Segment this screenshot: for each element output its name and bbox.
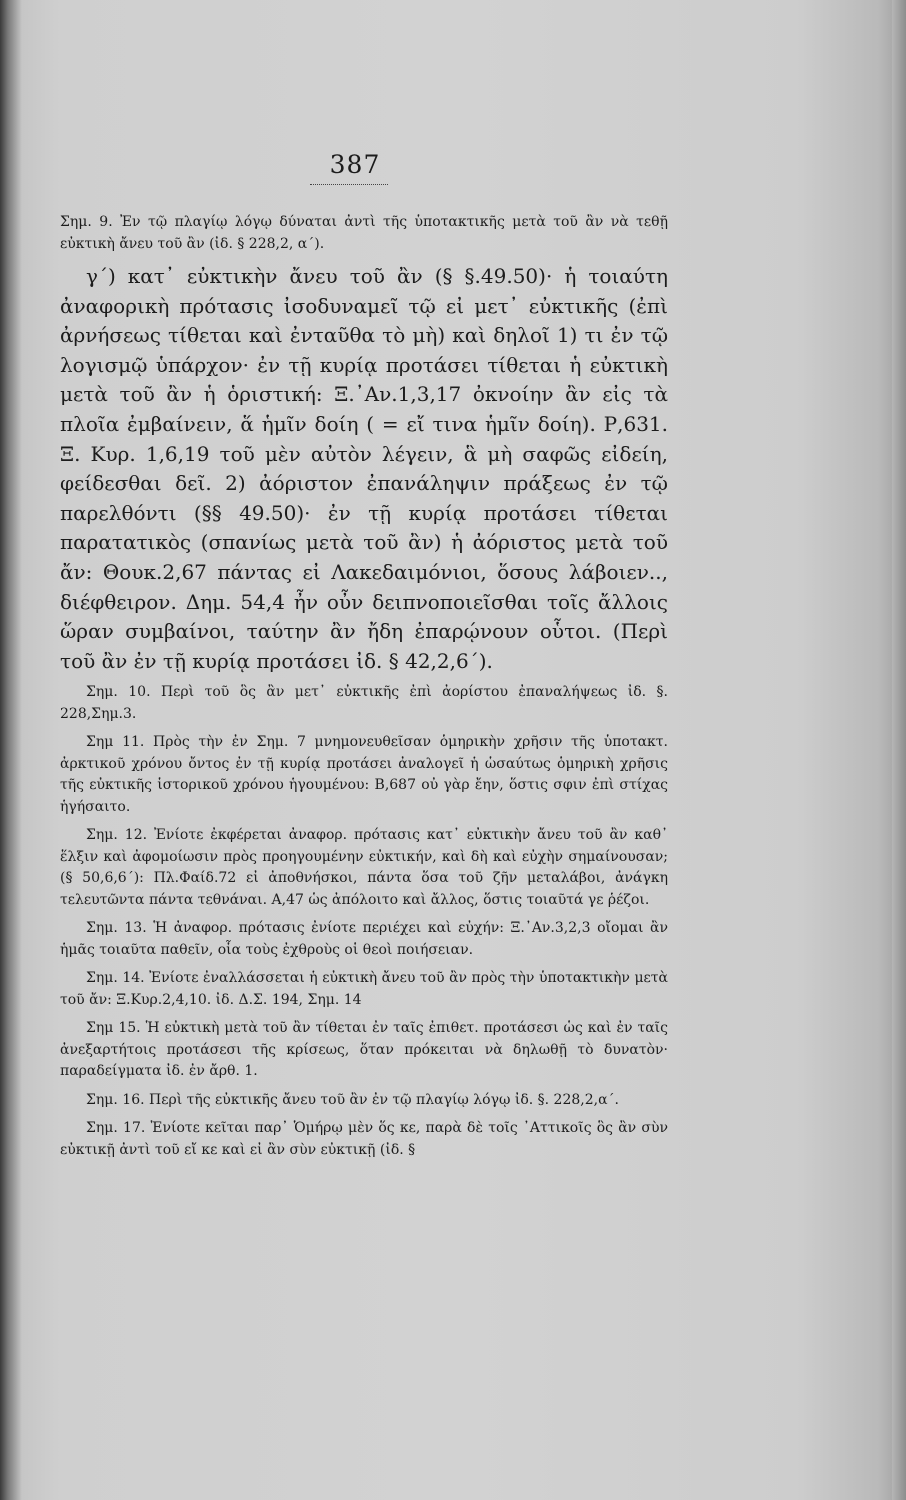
note-10: Σημ. 10. Περὶ τοῦ ὃς ἂν μετ᾽ εὐκτικῆς ἐπὶ ἀορίστου ἐπαναλήψεως ἰδ. §. 228,Σημ.3. bbox=[60, 684, 668, 722]
page-number: 387 bbox=[329, 150, 381, 179]
note-17: Σημ. 17. Ἐνίοτε κεῖται παρ᾽ Ὁμήρῳ μὲν ὅς κε, παρὰ δὲ τοῖς ᾽Αττικοῖς ὃς ἂν σὺν εὐκτικῇ ἀντὶ τοῦ εἴ κε καὶ εἰ ἂν σὺν εὐκτικῇ (ἰδ. § bbox=[60, 1120, 668, 1158]
page-number-rule bbox=[310, 184, 388, 185]
page-edge-shadow bbox=[892, 0, 906, 1500]
main-paragraph-gamma: γ΄) κατ᾽ εὐκτικὴν ἄνευ τοῦ ἂν (§ §.49.50)· ἡ τοιαύτη ἀναφορικὴ πρότασις ἰσοδυναμεῖ τῷ εἰ μετ᾽ εὐκτικῆς (ἐπὶ ἀρνήσεως τίθεται καὶ ἐνταῦθα τὸ μὴ) καὶ δηλοῖ 1) τι ἐν τῷ λογισμῷ ὑπάρχον· ἐν τῇ κυρίᾳ προτάσει τίθεται ἡ εὐκτικὴ μετὰ τοῦ ἂν ἡ ὁριστική: Ξ.᾽Αν.1,3,17 ὀκνοίην ἂν εἰς τὰ πλοῖα ἐμβαίνειν, ἅ ἡμῖν δοίη ( = εἴ τινα ἡμῖν δοίη). Ρ,631. Ξ. Κυρ. 1,6,19 τοῦ μὲν αὐτὸν λέγειν, ἃ μὴ σαφῶς εἰδείη, φείδεσθαι δεῖ. 2) ἀόριστον ἐπανάληψιν πράξεως ἐν τῷ παρελθόντι (§§ 49.50)· ἐν τῇ κυρίᾳ προτάσει τίθεται παρατατικὸς (σπανίως μετὰ τοῦ ἂν) ἡ ἀόριστος μετὰ τοῦ ἄν: Θουκ.2,67 πάντας εἰ Λακεδαιμόνιοι, ὅσους λάβοιεν.., διέφθειρον. Δημ. 54,4 ἦν οὖν δειπνοποιεῖσθαι τοῖς ἄλλοις ὥραν συμβαίνοι, ταύτην ἂν ἤδη ἐπαρῴνουν οὗτοι. (Περὶ τοῦ ἂν ἐν τῇ κυρίᾳ προτάσει ἰδ. § 42,2,6΄). bbox=[60, 264, 668, 673]
note-11: Σημ 11. Πρὸς τὴν ἐν Σημ. 7 μνημονευθεῖσαν ὁμηρικὴν χρῆσιν τῆς ὑποτακτ. ἀρκτικοῦ χρόνου ὄντος ἐν τῇ κυρίᾳ προτάσει ἀναλογεῖ ἡ ὡσαύτως ὁμηρικὴ χρῆσις τῆς εὐκτικῆς ἱστορικοῦ χρόνου ἡγουμένου: Β,687 οὐ γὰρ ἔην, ὅστις σφιν ἐπὶ στίχας ἡγήσαιτο. bbox=[60, 734, 668, 815]
note-15: Σημ 15. Ἡ εὐκτικὴ μετὰ τοῦ ἂν τίθεται ἐν ταῖς ἐπιθετ. προτάσεσι ὡς καὶ ἐν ταῖς ἀνεξαρτήτοις προτάσεσι τῆς κρίσεως, ὅταν πρόκειται νὰ δηλωθῇ τὸ δυνατὸν· παραδείγματα ἰδ. ἐν ἄρθ. 1. bbox=[60, 1020, 668, 1080]
note-9: Σημ. 9. Ἐν τῷ πλαγίῳ λόγῳ δύναται ἀντὶ τῆς ὑποτακτικῆς μετὰ τοῦ ἂν νὰ τεθῇ εὐκτικὴ ἄνευ τοῦ ἂν (ἰδ. § 228,2, α΄). bbox=[60, 214, 668, 252]
note-14: Σημ. 14. Ἐνίοτε ἐναλλάσσεται ἡ εὐκτικὴ ἄνευ τοῦ ἂν πρὸς τὴν ὑποτακτικὴν μετὰ τοῦ ἄν: Ξ.Κυρ.2,4,10. ἰδ. Δ.Σ. 194, Σημ. 14 bbox=[60, 970, 668, 1008]
note-12: Σημ. 12. Ἐνίοτε ἐκφέρεται ἀναφορ. πρότασις κατ᾽ εὐκτικὴν ἄνευ τοῦ ἂν καθ᾽ ἕλξιν καὶ ἀφομοίωσιν πρὸς προηγουμένην εὐκτικήν, καὶ δὴ καὶ εὐχὴν σημαίνουσαν; (§ 50,6,6΄): Πλ.Φαίδ.72 εἰ ἀποθνήσκοι, πάντα ὅσα τοῦ ζῆν μεταλάβοι, ἀνάγκη τελευτῶντα πάντα τεθνάναι. Α,47 ὡς ἀπόλοιτο καὶ ἄλλος, ὅστις τοιαῦτά γε ῥέζοι. bbox=[60, 827, 668, 908]
note-16: Σημ. 16. Περὶ τῆς εὐκτικῆς ἄνευ τοῦ ἂν ἐν τῷ πλαγίῳ λόγῳ ἰδ. §. 228,2,α΄. bbox=[86, 1091, 619, 1108]
page-body bbox=[60, 212, 668, 1168]
note-13: Σημ. 13. Ἡ ἀναφορ. πρότασις ἐνίοτε περιέχει καὶ εὐχήν: Ξ.᾽Αν.3,2,3 οἴομαι ἂν ἡμᾶς τοιαῦτα παθεῖν, οἷα τοὺς ἐχθροὺς οἱ θεοὶ ποιήσειαν. bbox=[60, 920, 668, 958]
